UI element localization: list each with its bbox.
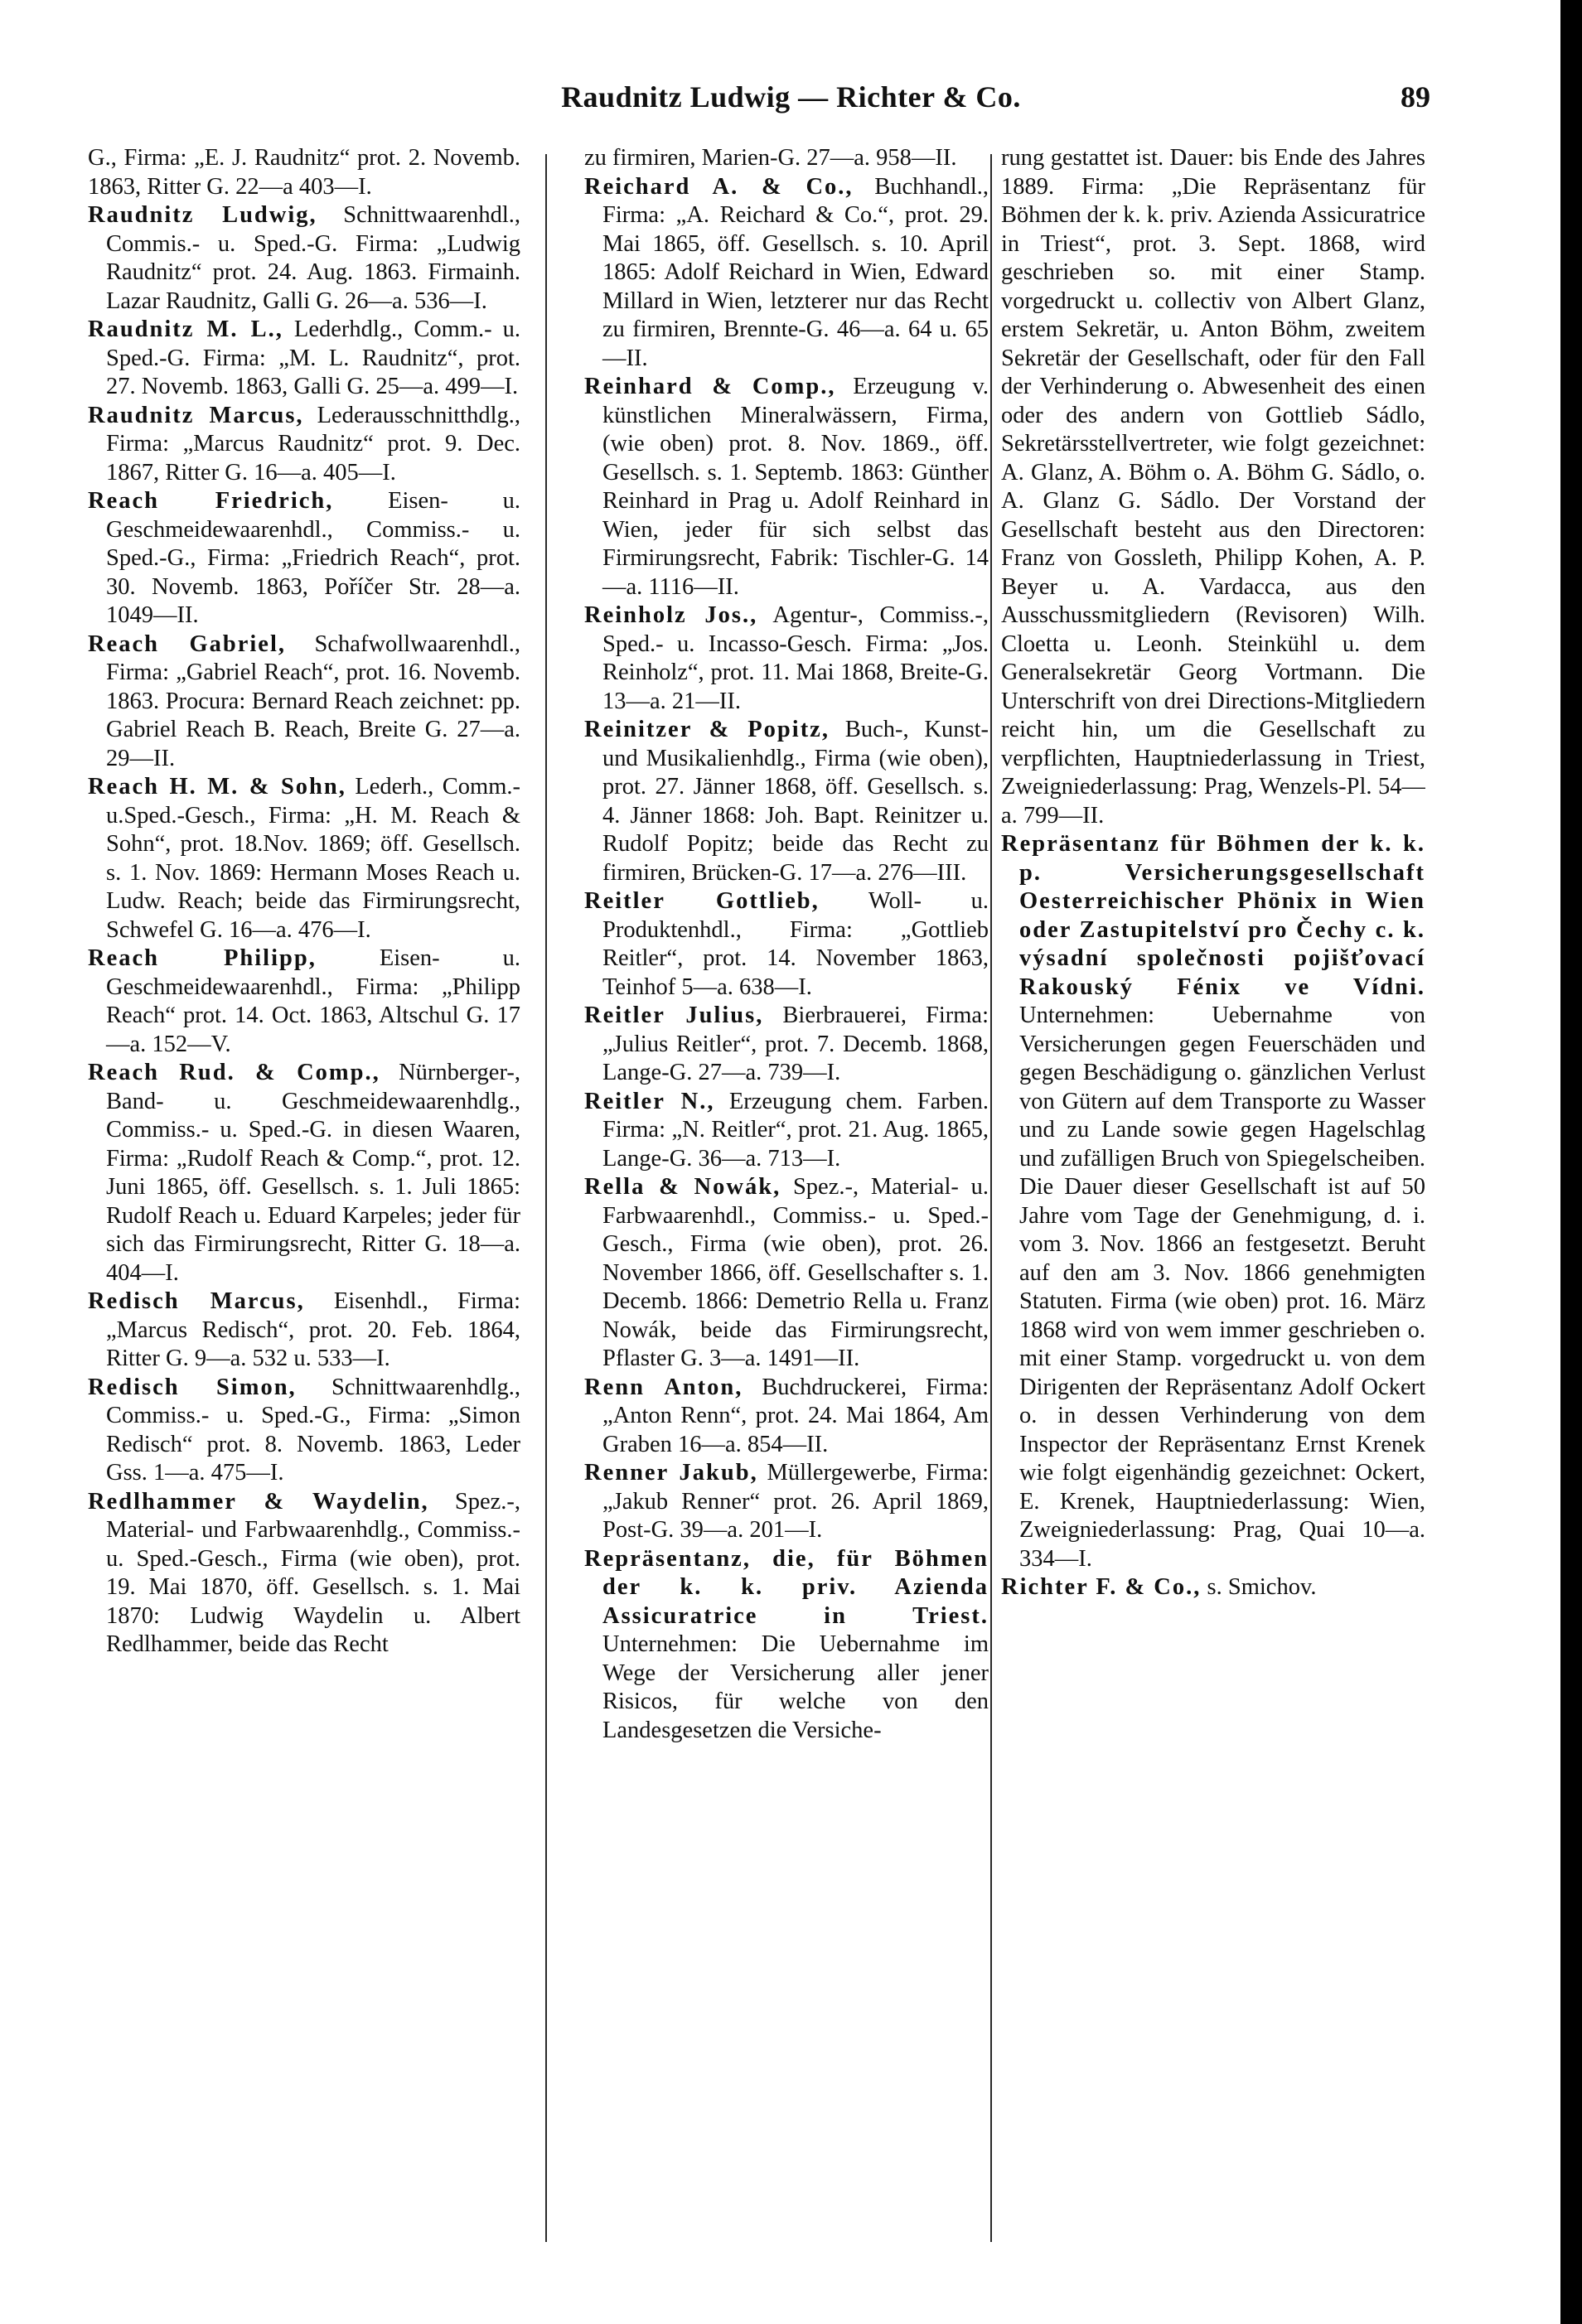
entry-text: Nürnberger-, Band- u. Geschmeidewaarenhdlg., Commiss.- u. Sped.-G. in diesen Waaren, Firma: „Rudolf Reach & Comp.“, prot. 12. Juni 1865, öff. Gesellsch. s. 1. Juli 1865: Rudolf Reach u. Eduard Karpeles; jeder für sich das Firmirungsrecht, Ritter G. 18—a. 404—I.	[106, 1060, 520, 1286]
directory-entry	[1001, 1573, 1425, 1602]
column-2	[584, 144, 989, 2265]
entry-name: Reinitzer & Popitz,	[584, 717, 830, 742]
page-header	[0, 80, 1582, 129]
directory-entry	[584, 173, 989, 374]
directory-entry	[88, 1288, 520, 1374]
directory-entry	[584, 602, 989, 716]
entry-text: Unternehmen: Die Uebernahme im Wege der Versicherung aller jener Risicos, für welche von den Landesgesetzen die Versiche-	[602, 1631, 989, 1743]
directory-entry	[88, 1374, 520, 1488]
directory-entry	[1001, 830, 1425, 1573]
entry-name: Renner Jakub,	[584, 1460, 758, 1486]
entry-text: zu firmiren, Marien-G. 27—a. 958—II.	[584, 145, 957, 171]
entry-name: Raudnitz M. L.,	[88, 316, 283, 342]
directory-entry	[1001, 144, 1425, 830]
column-3	[1001, 144, 1425, 2265]
entry-text: Eisenhdl., Firma: „Marcus Redisch“, prot. 20. Feb. 1864, Ritter G. 9—a. 532 u. 533—I.	[106, 1288, 520, 1371]
entry-text: Müllergewerbe, Firma: „Jakub Renner“ prot. 26. April 1869, Post-G. 39—a. 201—I.	[602, 1460, 989, 1543]
page-right-edge	[1560, 0, 1582, 2324]
entry-text: rung gestattet ist. Dauer: bis Ende des Jahres 1889. Firma: „Die Repräsentanz für Böhmen der k. k. priv. Azienda Assicuratrice in Triest“, prot. 3. Sept. 1868, wird geschrieben so. mit einer Stamp. vorgedruckt u. collectiv von Albert Glanz, erstem Sekretär, u. Anton Böhm, zweitem Sekretär der Gesellschaft, oder für den Fall der Verhinderung o. Abwesenheit des einen oder des andern von Gottlieb Sádlo, Sekretärsstellvertreter, wie folgt gezeichnet: A. Glanz, A. Böhm o. A. Böhm G. Sádlo, o. A. Glanz G. Sádlo. Der Vorstand der Gesellschaft besteht aus den Directoren: Franz von Gossleth, Philipp Kohen, A. P. Beyer u. A. Vardacca, aus den Ausschussmitgliedern (Revisoren) Wilh. Cloetta u. Leonh. Steinkühl u. dem Generalsekretär Georg Vortmann. Die Unterschrift von drei Directions-Mitgliedern reicht hin, um die Gesellschaft zu verpflichten, Hauptniederlassung in Triest, Zweigniederlassung: Prag, Wenzels-Pl. 54—a. 799—II.	[1001, 145, 1425, 829]
entry-name: Reach Philipp,	[88, 945, 317, 971]
entry-name: Richter F. & Co.,	[1001, 1574, 1202, 1600]
entry-name: Repräsentanz, die, für Böhmen der k. k. priv. Azienda Assicuratrice in Triest.	[584, 1545, 989, 1629]
directory-entry	[584, 1374, 989, 1460]
entry-name: Redisch Marcus,	[88, 1288, 305, 1314]
directory-entry	[88, 631, 520, 774]
column-1	[88, 144, 520, 2265]
directory-entry	[88, 402, 520, 488]
entry-name: Raudnitz Ludwig,	[88, 202, 317, 228]
entry-name: Reinholz Jos.,	[584, 602, 758, 628]
directory-entry	[584, 1088, 989, 1174]
entry-text: Agentur-, Commiss.-, Sped.- u. Incasso-Gesch. Firma: „Jos. Reinholz“, prot. 11. Mai 1868, Breite-G. 13—a. 21—II.	[602, 602, 989, 714]
directory-columns	[88, 144, 1425, 2265]
directory-entry	[88, 1059, 520, 1288]
running-title: Raudnitz Ludwig — Richter & Co.	[561, 80, 1021, 114]
directory-entry	[584, 1545, 989, 1746]
entry-text: Eisen- u. Geschmeidewaarenhdl., Firma: „Philipp Reach“ prot. 14. Oct. 1863, Altschul G. 17—a. 152—V.	[106, 945, 520, 1057]
entry-name: Reitler N.,	[584, 1088, 715, 1114]
directory-entry	[88, 144, 520, 201]
entry-name: Reach Friedrich,	[88, 488, 334, 514]
directory-entry	[88, 316, 520, 402]
entry-text: Schafwollwaarenhdl., Firma: „Gabriel Reach“, prot. 16. Novemb. 1863. Procura: Bernard Reach zeichnet: pp. Gabriel Reach B. Reach, Breite G. 27—a. 29—II.	[106, 631, 520, 771]
entry-name: Repräsentanz für Böhmen der k. k. p. Versicherungsgesellschaft Oesterreichischer Phönix in Wien oder Zastupitelství pro Čechy c. k. výsadní společnosti pojišťovací Rakouský Fénix ve Vídni.	[1001, 831, 1425, 1000]
directory-entry	[88, 945, 520, 1059]
entry-name: Reitler Gottlieb,	[584, 888, 820, 914]
entry-name: Raudnitz Marcus,	[88, 402, 304, 428]
directory-entry	[584, 373, 989, 602]
entry-text: Woll- u. Produktenhdl., Firma: „Gottlieb Reitler“, prot. 14. November 1863, Teinhof 5—a. 638—I.	[602, 888, 989, 1000]
directory-entry	[88, 773, 520, 945]
entry-name: Reach Gabriel,	[88, 631, 287, 657]
entry-text: Spez.-, Material- u. Farbwaarenhdl., Commiss.- u. Sped.-Gesch., Firma (wie oben), prot. 26. November 1866, öff. Gesellschafter s. 1. Decemb. 1866: Demetrio Rella u. Franz Nowák, beide das Firmirungsrecht, Pflaster G. 3—a. 1491—II.	[602, 1174, 989, 1371]
entry-text: Unternehmen: Uebernahme von Versicherungen gegen Feuerschäden und gegen Beschädigung o. gänzlichen Verlust von Gütern auf dem Transporte zu Wasser und zu Lande sowie gegen Hagelschlag und zufälligen Bruch von Spiegelscheiben. Die Dauer dieser Gesellschaft ist auf 50 Jahre vom Tage der Genehmigung, d. i. vom 3. Nov. 1866 an festgesetzt. Beruht auf den am 3. Nov. 1866 genehmigten Statuten. Firma (wie oben) prot. 16. März 1868 wird von wem immer geschrieben o. mit einer Stamp. vorgedruckt u. von dem Dirigenten der Repräsentanz Adolf Ockert o. in dessen Verhinderung von dem Inspector der Repräsentanz Ernst Krenek wie folgt eigenhändig gezeichnet: Ockert, E. Krenek, Hauptniederlassung: Wien, Zweigniederlassung: Prag, Quai 10—a. 334—I.	[1019, 1003, 1425, 1572]
directory-entry	[88, 487, 520, 631]
directory-entry	[88, 1488, 520, 1660]
directory-entry	[584, 887, 989, 1002]
entry-name: Redlhammer & Waydelin,	[88, 1488, 429, 1515]
entry-text: Erzeugung v. künstlichen Mineralwässern, Firma, (wie oben) prot. 8. Nov. 1869., öff. Gesellsch. s. 1. Septemb. 1863: Günther Reinhard in Prag u. Adolf Reinhard in Wien, jeder für sich selbst das Firmirungsrecht, Fabrik: Tischler-G. 14—a. 1116—II.	[602, 374, 989, 600]
entry-text: Lederh., Comm.-u.Sped.-Gesch., Firma: „H. M. Reach & Sohn“, prot. 18.Nov. 1869; öff. Gesellsch. s. 1. Nov. 1869: Hermann Moses Reach u. Ludw. Reach; beide das Firmirungsrecht, Schwefel G. 16—a. 476—I.	[106, 774, 520, 943]
entry-name: Reichard A. & Co.,	[584, 173, 854, 200]
entry-text: Buchdruckerei, Firma: „Anton Renn“, prot. 24. Mai 1864, Am Graben 16—a. 854—II.	[602, 1374, 989, 1457]
entry-text: G., Firma: „E. J. Raudnitz“ prot. 2. Novemb. 1863, Ritter G. 22—a 403—I.	[88, 145, 520, 200]
directory-entry	[584, 1459, 989, 1545]
entry-text: Spez.-, Material- und Farbwaarenhdlg., Commiss.- u. Sped.-Gesch., Firma (wie oben), prot. 19. Mai 1870, öff. Gesellsch. s. 1. Mai 1870: Ludwig Waydelin u. Albert Redlhammer, beide das Recht	[106, 1488, 520, 1657]
entry-text: Buch-, Kunst- und Musikalienhdlg., Firma (wie oben), prot. 27. Jänner 1868, öff. Gesellsch. s. 4. Jänner 1868: Joh. Bapt. Reinitzer u. Rudolf Popitz; beide das Recht zu firmiren, Brücken-G. 17—a. 276—III.	[602, 717, 989, 886]
entry-text: Lederhdlg., Comm.- u. Sped.-G. Firma: „M. L. Raudnitz“, prot. 27. Novemb. 1863, Galli G. 25—a. 499—I.	[106, 316, 520, 399]
page-number: 89	[1401, 80, 1430, 114]
entry-text: Lederausschnitthdlg., Firma: „Marcus Raudnitz“ prot. 9. Dec. 1867, Ritter G. 16—a. 405—I.	[106, 402, 520, 486]
entry-text: s. Smichov.	[1201, 1574, 1317, 1600]
directory-entry	[584, 716, 989, 887]
directory-entry	[584, 144, 989, 173]
entry-name: Redisch Simon,	[88, 1374, 297, 1400]
entry-text: Buchhandl., Firma: „A. Reichard & Co.“, prot. 29. Mai 1865, öff. Gesellsch. s. 10. April 1865: Adolf Reichard in Wien, Edward Millard in Wien, letzterer nur das Recht zu firmiren, Brennte-G. 46—a. 64 u. 65—II.	[602, 173, 989, 371]
entry-name: Reitler Julius,	[584, 1003, 764, 1028]
entry-name: Reinhard & Comp.,	[584, 374, 836, 399]
directory-entry	[584, 1002, 989, 1088]
entry-name: Reach Rud. & Comp.,	[88, 1060, 380, 1085]
entry-text: Eisen- u. Geschmeidewaarenhdl., Commiss.- u. Sped.-G., Firma: „Friedrich Reach“, prot. 30. Novemb. 1863, Poříčer Str. 28—a. 1049—II.	[106, 488, 520, 628]
entry-text: Schnittwaarenhdlg., Commiss.- u. Sped.-G., Firma: „Simon Redisch“ prot. 8. Novemb. 1863, Leder Gss. 1—a. 475—I.	[106, 1374, 520, 1486]
entry-name: Renn Anton,	[584, 1374, 743, 1400]
entry-text: Erzeugung chem. Farben. Firma: „N. Reitler“, prot. 21. Aug. 1865, Lange-G. 36—a. 713—I.	[602, 1088, 989, 1172]
entry-text: Bierbrauerei, Firma: „Julius Reitler“, prot. 7. Decemb. 1868, Lange-G. 27—a. 739—I.	[602, 1003, 989, 1085]
entry-name: Reach H. M. & Sohn,	[88, 774, 346, 800]
directory-entry	[88, 201, 520, 316]
directory-entry	[584, 1173, 989, 1374]
entry-text: Schnittwaarenhdl., Commis.- u. Sped.-G. Firma: „Ludwig Raudnitz“ prot. 24. Aug. 1863. Firmainh. Lazar Raudnitz, Galli G. 26—a. 536—I.	[106, 202, 520, 314]
entry-name: Rella & Nowák,	[584, 1174, 781, 1200]
